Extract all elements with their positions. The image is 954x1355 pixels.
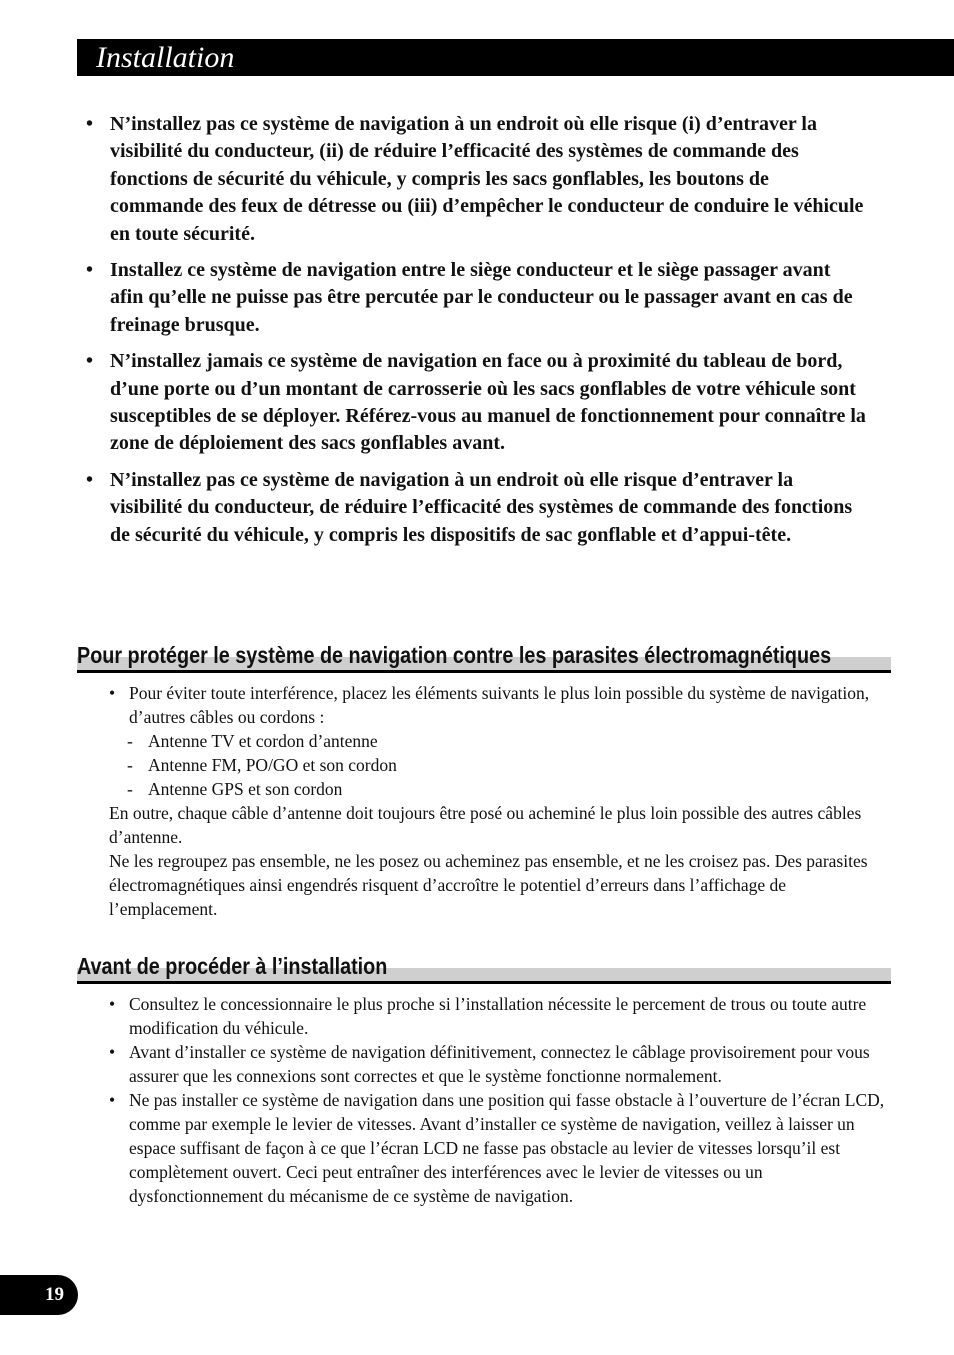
paragraph: En outre, chaque câble d’antenne doit toujours être posé ou acheminé le plus loin possible des autres câbles d’antenne.	[109, 803, 862, 847]
section-emi	[77, 641, 891, 921]
dash-item-text: Antenne GPS et son cordon	[148, 779, 343, 799]
list-item	[77, 681, 891, 729]
dash-item	[77, 753, 891, 777]
section-title: Avant de procéder à l’installation	[77, 953, 388, 979]
warning-text: N’installez pas ce système de navigation à un endroit où elle risque d’entraver la visibilité du conducteur, de réduire l’efficacité des systèmes de commande des fonctions de sécurité du véhicule, y compris les dispositifs de sac gonflable et d’appui-tête.	[110, 468, 853, 546]
warning-text: N’installez pas ce système de navigation à un endroit où elle risque (i) d’entraver la visibilité du conducteur, (ii) de réduire l’efficacité des systèmes de commande des fonctions de sécurité du véhicule, y compris les sacs gonflables, les boutons de commande des feux de détresse ou (iii) d’empêcher le conducteur de conduire le véhicule en toute sécurité.	[110, 113, 864, 245]
page-number: 19	[45, 1284, 64, 1305]
dash-item	[77, 777, 891, 801]
dash: -	[127, 731, 133, 751]
bullet: •	[109, 994, 116, 1014]
paragraph: Ne les regroupez pas ensemble, ne les posez ou acheminez pas ensemble, et ne les croisez pas. Des parasites électromagnétiques ainsi engendrés risquent d’accroître le potentiel d’erreurs dans l’affichage de l’emplacement.	[109, 851, 868, 919]
page-title: Installation	[96, 41, 235, 74]
list-item	[77, 1040, 891, 1088]
bullet: •	[109, 1042, 116, 1062]
section-body	[77, 992, 891, 1208]
bullet: •	[86, 113, 94, 135]
bullet: •	[86, 468, 94, 491]
bullet: •	[109, 1090, 116, 1110]
list-item	[77, 1088, 891, 1208]
section-heading	[77, 952, 891, 984]
warning-item	[86, 111, 866, 248]
dash-item	[77, 729, 891, 753]
dash: -	[127, 755, 133, 775]
page-number-badge	[0, 1275, 78, 1315]
bullet: •	[86, 350, 94, 373]
list-item-text: Consultez le concessionnaire le plus proche si l’installation nécessite le percement de trous ou toute autre modification du véhicule.	[129, 994, 867, 1038]
bullet: •	[86, 259, 94, 282]
warning-item	[86, 257, 866, 339]
list-item	[77, 992, 891, 1040]
warning-item	[86, 467, 866, 549]
warning-text: N’installez jamais ce système de navigation en face ou à proximité du tableau de bord, d’une porte ou d’un montant de carrosserie où les sacs gonflables de votre véhicule sont susceptibles de se déployer. Référez-vous au manuel de fonctionnement pour connaître la zone de déploiement des sacs gonflables avant.	[110, 350, 866, 455]
list-item-text: Avant d’installer ce système de navigation définitivement, connectez le câblage provisoirement pour vous assurer que les connexions sont correctes et que le système fonctionne normalement.	[129, 1042, 870, 1086]
section-title: Pour protéger le système de navigation contre les parasites électromagnétiques	[77, 642, 832, 668]
list-item-text: Pour éviter toute interférence, placez les éléments suivants le plus loin possible du système de navigation, d’autres câbles ou cordons :	[129, 683, 870, 727]
section-heading	[77, 641, 891, 673]
warning-text: Installez ce système de navigation entre le siège conducteur et le siège passager avant afin qu’elle ne puisse pas être percutée par le conducteur ou le passager avant en cas de freinage brusque.	[110, 259, 853, 336]
warning-item	[86, 348, 866, 458]
section-body	[77, 681, 891, 921]
dash-item-text: Antenne FM, PO/GO et son cordon	[148, 755, 397, 775]
section-before-install	[77, 952, 891, 1208]
header-bar	[77, 39, 954, 76]
list-item-text: Ne pas installer ce système de navigation dans une position qui fasse obstacle à l’ouverture de l’écran LCD, comme par exemple le levier de vitesses. Avant d’installer ce système de navigation, veillez à laisser un espace suffisant de façon à ce que l’écran LCD ne fasse pas obstacle au levier de vitesses lorsqu’il est complètement ouvert. Ceci peut entraîner des interférences avec le levier de vitesses ou un dysfonctionnement du mécanisme de ce système de navigation.	[129, 1090, 885, 1206]
warning-list	[86, 111, 866, 558]
dash-item-text: Antenne TV et cordon d’antenne	[148, 731, 378, 751]
dash: -	[127, 779, 133, 799]
bullet: •	[109, 683, 116, 703]
